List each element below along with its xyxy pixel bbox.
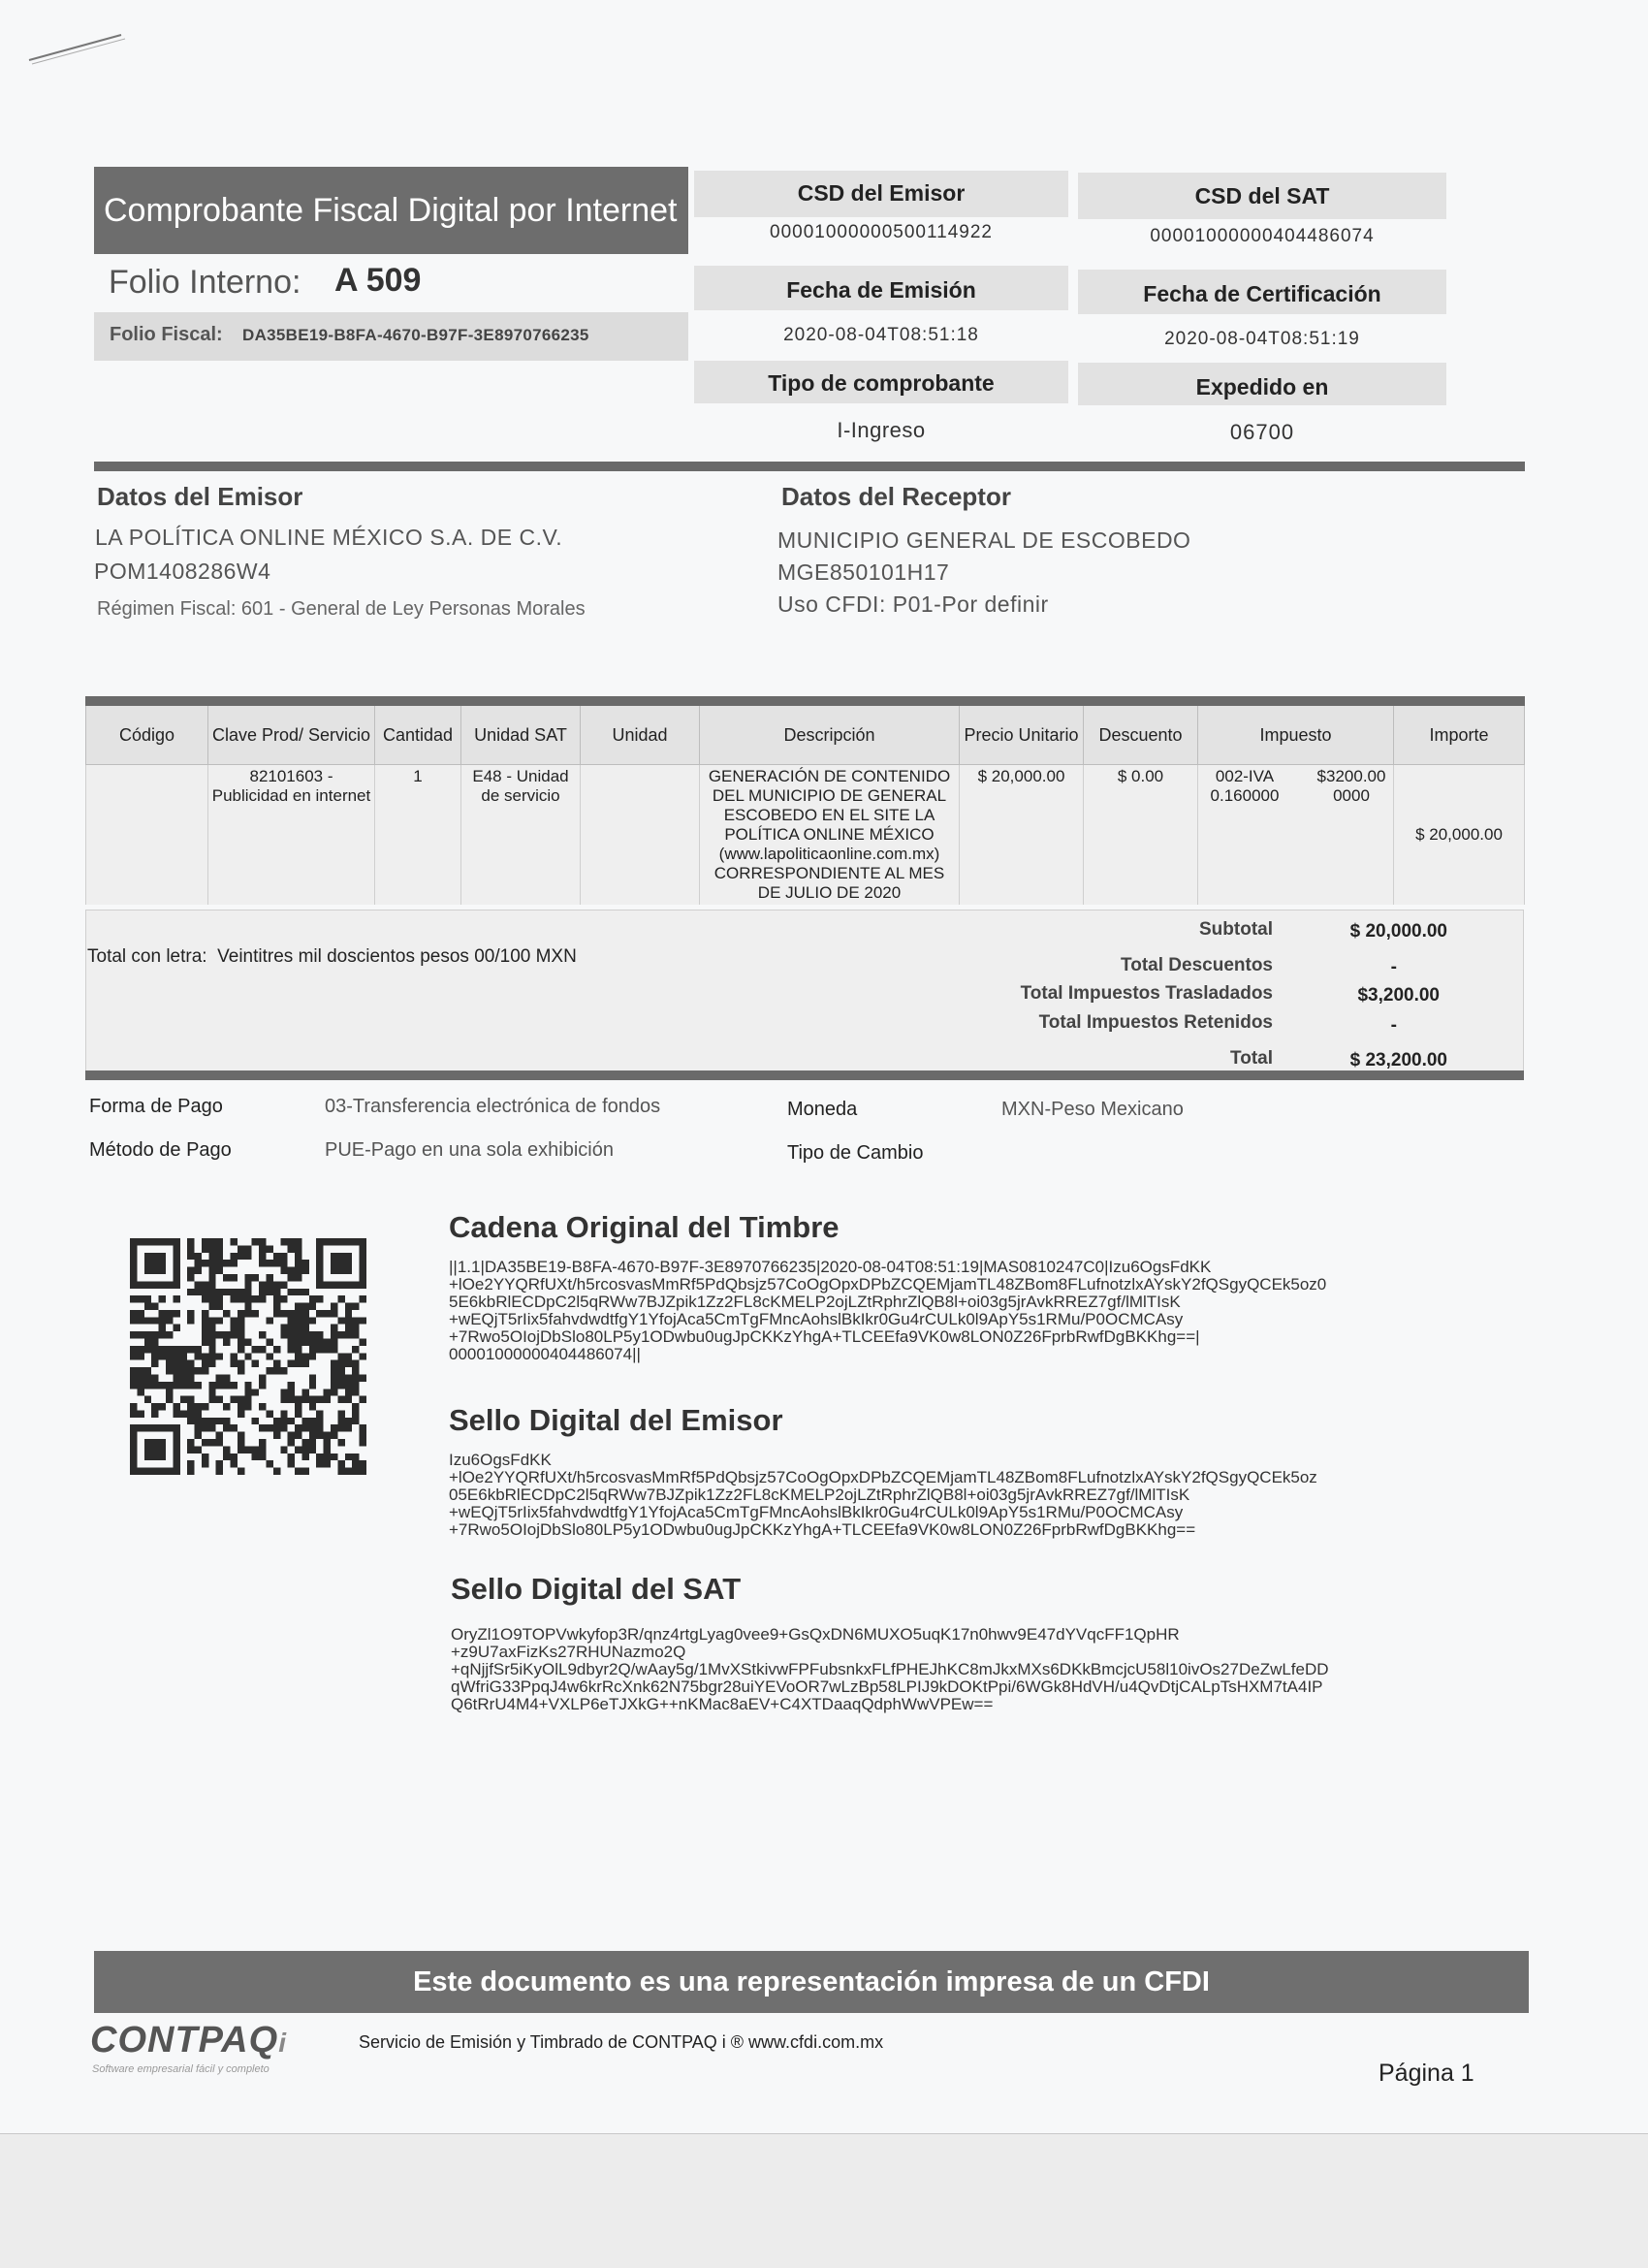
cell-impuesto [1198, 765, 1394, 906]
emisor-regimen: Régimen Fiscal: 601 - General de Ley Personas Morales [97, 598, 586, 620]
metodo-pago-value: PUE-Pago en una sola exhibición [325, 1139, 614, 1161]
cell-unidad-sat: E48 - Unidad de servicio [461, 765, 581, 906]
cell-importe: $ 20,000.00 [1394, 765, 1525, 906]
qr-code [130, 1238, 366, 1475]
csd-emisor-value: 00001000000500114922 [770, 222, 993, 242]
document-title: Comprobante Fiscal Digital por Internet [94, 167, 688, 254]
subtotal-value: $ 20,000.00 [1349, 921, 1447, 942]
col-cantidad: Cantidad [375, 701, 461, 765]
impuesto-monto: $3200.00 0000 [1316, 767, 1386, 805]
sello-emisor-text: Izu6OgsFdKK +lOe2YYQRfUXt/h5rcosvasMmRf5PdQbsjz57CoOgOpxDPbZCQEMjamTL48ZBom8FLufnotzlxAYskY2fQSgyQCEk5oz 05E6kbRlECDpC2l5qRWw7BJZpik1Zz2FL8cKMELP2ojLZtRphrZlQB8l+oi03g5jrAvkRREZ7gf/lMlTIsK +wEQjT5rIix5fahvdwdtfgY1YfojAca5CmTgFMncAohslBkIkr0Gu4rCULk0l9ApY5s1RMu/P0OCMCAsy +7Rwo5OIojDbSlo80LP5y1ODwbu0ugJpCKKzYhgA+TLCEEfa9VK0w8LON0Z26FprbRwfDgBKKhg== [449, 1451, 1317, 1539]
col-clave: Clave Prod/ Servicio [208, 701, 375, 765]
sello-emisor-title: Sello Digital del Emisor [449, 1403, 783, 1437]
col-impuesto: Impuesto [1198, 701, 1394, 765]
impuesto-tipo: 002-IVA 0.160000 [1210, 767, 1280, 805]
col-unidad: Unidad [581, 701, 700, 765]
footer-service: Servicio de Emisión y Timbrado de CONTPAQ i ® www.cfdi.com.mx [359, 2032, 884, 2052]
col-importe: Importe [1394, 701, 1525, 765]
cell-precio: $ 20,000.00 [960, 765, 1084, 906]
logo-text: CONTPAQ [90, 2020, 279, 2060]
cell-cantidad: 1 [375, 765, 461, 906]
expedido-value: 06700 [1229, 420, 1295, 444]
header-divider [94, 462, 1525, 471]
total-letra-label: Total con letra: [87, 946, 207, 967]
total-descuentos-label: Total Descuentos [1121, 955, 1273, 975]
folio-fiscal-label: Folio Fiscal: [110, 324, 223, 345]
total-value: $ 23,200.00 [1349, 1050, 1447, 1070]
contpaq-logo [90, 2020, 287, 2061]
total-trasladados-value: $3,200.00 [1357, 985, 1440, 1006]
col-descripcion: Descripción [700, 701, 960, 765]
fecha-emision-value: 2020-08-04T08:51:18 [783, 325, 979, 345]
col-unidad-sat: Unidad SAT [461, 701, 581, 765]
total-letra [87, 946, 577, 968]
tipo-cambio-label: Tipo de Cambio [787, 1142, 924, 1164]
receptor-title: Datos del Receptor [781, 482, 1011, 511]
tipo-comprobante-label: Tipo de comprobante [768, 370, 995, 396]
totals-divider [85, 1070, 1524, 1080]
sello-sat-title: Sello Digital del SAT [451, 1572, 742, 1606]
concepts-table [85, 696, 1525, 905]
col-descuento: Descuento [1084, 701, 1198, 765]
expedido-label: Expedido en [1195, 374, 1329, 399]
page-number: Página 1 [1379, 2060, 1474, 2087]
fecha-cert-value: 2020-08-04T08:51:19 [1164, 329, 1360, 349]
receptor-rfc: MGE850101H17 [777, 559, 950, 585]
csd-emisor-label: CSD del Emisor [797, 180, 966, 206]
emisor-rfc: POM1408286W4 [94, 559, 271, 584]
cell-clave: 82101603 - Publicidad en internet [208, 765, 375, 906]
total-descuentos-value: - [1390, 957, 1397, 977]
folio-fiscal-value: DA35BE19-B8FA-4670-B97F-3E8970766235 [242, 326, 589, 344]
paperclip-mark [24, 29, 131, 68]
cell-descuento: $ 0.00 [1084, 765, 1198, 906]
logo-i: i [278, 2028, 287, 2058]
emisor-title: Datos del Emisor [97, 482, 303, 511]
footer-banner: Este documento es una representación impresa de un CFDI [94, 1951, 1529, 2013]
metodo-pago-label: Método de Pago [89, 1139, 232, 1161]
cell-codigo [86, 765, 208, 906]
total-letra-value: Veintitres mil doscientos pesos 00/100 MXN [217, 946, 577, 967]
logo-tagline: Software empresarial fácil y completo [92, 2063, 269, 2075]
total-retenidos-label: Total Impuestos Retenidos [1038, 1012, 1273, 1033]
total-retenidos-value: - [1390, 1015, 1397, 1036]
forma-pago-value: 03-Transferencia electrónica de fondos [325, 1096, 661, 1117]
cadena-title: Cadena Original del Timbre [449, 1210, 840, 1244]
table-row [86, 765, 1525, 906]
csd-sat-value: 00001000000404486074 [1150, 226, 1375, 246]
moneda-value: MXN-Peso Mexicano [1001, 1099, 1184, 1120]
table-header-row [86, 701, 1525, 765]
scan-bottom-margin [0, 2133, 1648, 2268]
fecha-emision-label: Fecha de Emisión [786, 277, 976, 303]
folio-interno-label: Folio Interno: [109, 264, 301, 301]
col-precio: Precio Unitario [960, 701, 1084, 765]
folio-interno-value: A 509 [334, 262, 422, 299]
receptor-nombre: MUNICIPIO GENERAL DE ESCOBEDO [777, 527, 1191, 553]
csd-sat-label: CSD del SAT [1194, 183, 1330, 208]
forma-pago-label: Forma de Pago [89, 1096, 223, 1117]
col-codigo: Código [86, 701, 208, 765]
receptor-uso: Uso CFDI: P01-Por definir [777, 591, 1049, 617]
total-label: Total [1230, 1048, 1273, 1069]
moneda-label: Moneda [787, 1099, 858, 1120]
sello-sat-text: OryZl1O9TOPVwkyfop3R/qnz4rtgLyag0vee9+GsQxDN6MUXO5uqK17n0hwv9E47dYVqcFF1QpHR +z9U7axFizKs27RHUNazmo2Q +qNjjfSr5iKyOlL9dbyr2Q/wAay5g/1MvXStkivwFPFubsnkxFLfPHEJhKC8mJkxMXs6DKkBmcjcU58l10ivOs27DeZwLfeDD qWfriG33PpqJ4w6krRcXnk62N75bgr28uiYEVoOR7wLzBp58LPIJ9kDOKtPpi/6WGk8HdVH/u4QvDtjCALpTsHXM7tA4IP Q6tRrU4M4+VXLP6eTJXkG++nKMac8aEV+C4XTDaaqQdphWwVPEw== [451, 1625, 1329, 1713]
fecha-cert-label: Fecha de Certificación [1143, 281, 1381, 306]
cell-unidad [581, 765, 700, 906]
tipo-comprobante-value: I-Ingreso [837, 418, 926, 442]
total-trasladados-label: Total Impuestos Trasladados [1020, 983, 1273, 1004]
cadena-text: ||1.1|DA35BE19-B8FA-4670-B97F-3E8970766235|2020-08-04T08:51:19|MAS0810247C0|Izu6OgsFdKK +lOe2YYQRfUXt/h5rcosvasMmRf5PdQbsjz57CoOgOpxDPbZCQEMjamTL48ZBom8FLufnotzlxAYskY2fQSgyQCEk5oz0 5E6kbRlECDpC2l5qRWw7BJZpik1Zz2FL8cKMELP2ojLZtRphrZlQB8l+oi03g5jrAvkRREZ7gf/lMlTIsK +wEQjT5rIix5fahvdwdtfgY1YfojAca5CmTgFMncAohslBkIkr0Gu4rCULk0l9ApY5s1RMu/P0OCMCAsy +7Rwo5OIojDbSlo80LP5y1ODwbu0ugJpCKKzYhgA+TLCEEfa9VK0w8LON0Z26FprbRwfDgBKKhg==| 00001000000404486074|| [449, 1258, 1327, 1363]
subtotal-label: Subtotal [1199, 919, 1273, 940]
cell-descripcion: GENERACIÓN DE CONTENIDO DEL MUNICIPIO DE GENERAL ESCOBEDO EN EL SITE LA POLÍTICA ONLINE MÉXICO (www.lapoliticaonline.com.mx) CORRESPONDIENTE AL MES DE JULIO DE 2020 [700, 765, 960, 906]
emisor-nombre: LA POLÍTICA ONLINE MÉXICO S.A. DE C.V. [95, 525, 563, 550]
